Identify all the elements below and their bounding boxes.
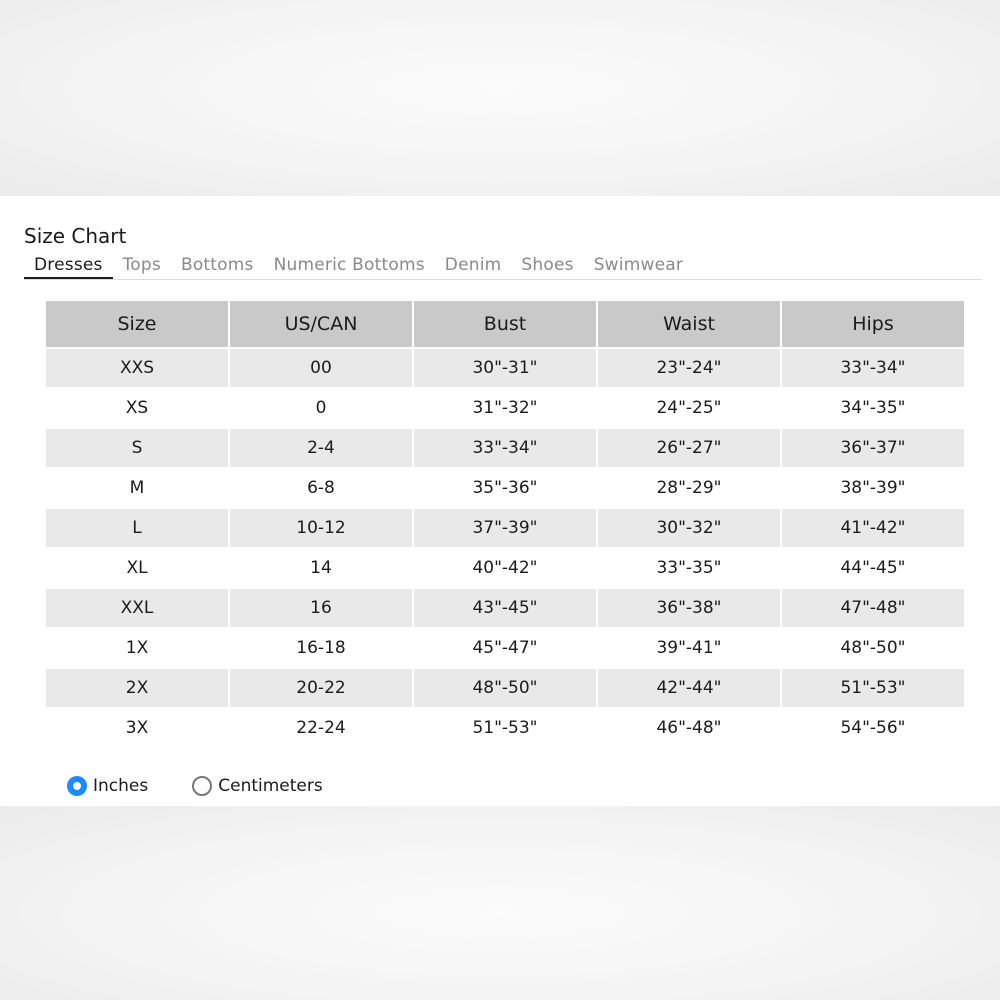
- cell-waist: 26"-27": [598, 427, 782, 467]
- unit-label-inches: Inches: [93, 776, 149, 796]
- column-header-size: Size: [46, 301, 230, 347]
- cell-us-can: 20-22: [230, 667, 414, 707]
- cell-us-can: 16-18: [230, 627, 414, 667]
- table-row: [46, 427, 964, 467]
- category-tabs: [24, 254, 982, 280]
- cell-hips: 36"-37": [782, 427, 964, 467]
- radio-centimeters[interactable]: [192, 776, 212, 796]
- size-chart-panel: [0, 196, 1000, 806]
- table-header-row: [46, 301, 964, 347]
- background-bottom: [0, 806, 1000, 1000]
- table-row: [46, 707, 964, 747]
- column-header-waist: Waist: [598, 301, 782, 347]
- unit-option-centimeters[interactable]: [192, 776, 322, 796]
- cell-bust: 35"-36": [414, 467, 598, 507]
- cell-hips: 33"-34": [782, 347, 964, 387]
- tab-shoes[interactable]: Shoes: [521, 255, 574, 275]
- cell-us-can: 2-4: [230, 427, 414, 467]
- cell-bust: 40"-42": [414, 547, 598, 587]
- tab-denim[interactable]: Denim: [444, 255, 502, 275]
- cell-us-can: 10-12: [230, 507, 414, 547]
- cell-size: XL: [46, 547, 230, 587]
- cell-size: L: [46, 507, 230, 547]
- cell-bust: 51"-53": [414, 707, 598, 747]
- column-header-hips: Hips: [782, 301, 964, 347]
- page-title: Size Chart: [24, 224, 127, 248]
- cell-size: 1X: [46, 627, 230, 667]
- table-row: [46, 587, 964, 627]
- unit-label-centimeters: Centimeters: [218, 776, 323, 796]
- cell-bust: 43"-45": [414, 587, 598, 627]
- table-row: [46, 547, 964, 587]
- cell-size: 3X: [46, 707, 230, 747]
- cell-bust: 31"-32": [414, 387, 598, 427]
- cell-us-can: 6-8: [230, 467, 414, 507]
- cell-size: XS: [46, 387, 230, 427]
- size-table: [46, 301, 964, 747]
- cell-size: M: [46, 467, 230, 507]
- cell-waist: 42"-44": [598, 667, 782, 707]
- cell-waist: 39"-41": [598, 627, 782, 667]
- cell-us-can: 00: [230, 347, 414, 387]
- tab-dresses[interactable]: Dresses: [24, 254, 113, 279]
- radio-inches[interactable]: [67, 776, 87, 796]
- table-row: [46, 387, 964, 427]
- cell-hips: 38"-39": [782, 467, 964, 507]
- cell-size: 2X: [46, 667, 230, 707]
- cell-waist: 33"-35": [598, 547, 782, 587]
- cell-hips: 47"-48": [782, 587, 964, 627]
- tab-bottoms[interactable]: Bottoms: [180, 255, 254, 275]
- tab-swimwear[interactable]: Swimwear: [593, 255, 684, 275]
- table-row: [46, 347, 964, 387]
- cell-hips: 48"-50": [782, 627, 964, 667]
- tab-tops[interactable]: Tops: [122, 255, 161, 275]
- cell-us-can: 22-24: [230, 707, 414, 747]
- cell-waist: 36"-38": [598, 587, 782, 627]
- unit-selector: [67, 776, 367, 796]
- unit-option-inches[interactable]: [67, 776, 148, 796]
- cell-bust: 33"-34": [414, 427, 598, 467]
- table-row: [46, 467, 964, 507]
- tab-numeric-bottoms[interactable]: Numeric Bottoms: [273, 255, 425, 275]
- table-row: [46, 507, 964, 547]
- cell-hips: 44"-45": [782, 547, 964, 587]
- cell-us-can: 16: [230, 587, 414, 627]
- cell-waist: 24"-25": [598, 387, 782, 427]
- table-row: [46, 627, 964, 667]
- cell-hips: 34"-35": [782, 387, 964, 427]
- cell-hips: 41"-42": [782, 507, 964, 547]
- cell-waist: 46"-48": [598, 707, 782, 747]
- background-top: [0, 0, 1000, 196]
- cell-bust: 37"-39": [414, 507, 598, 547]
- column-header-bust: Bust: [414, 301, 598, 347]
- column-header-us-can: US/CAN: [230, 301, 414, 347]
- table-row: [46, 667, 964, 707]
- cell-size: S: [46, 427, 230, 467]
- cell-waist: 23"-24": [598, 347, 782, 387]
- cell-size: XXS: [46, 347, 230, 387]
- cell-waist: 30"-32": [598, 507, 782, 547]
- cell-bust: 45"-47": [414, 627, 598, 667]
- cell-size: XXL: [46, 587, 230, 627]
- cell-hips: 54"-56": [782, 707, 964, 747]
- cell-us-can: 0: [230, 387, 414, 427]
- cell-waist: 28"-29": [598, 467, 782, 507]
- cell-bust: 48"-50": [414, 667, 598, 707]
- cell-bust: 30"-31": [414, 347, 598, 387]
- cell-hips: 51"-53": [782, 667, 964, 707]
- cell-us-can: 14: [230, 547, 414, 587]
